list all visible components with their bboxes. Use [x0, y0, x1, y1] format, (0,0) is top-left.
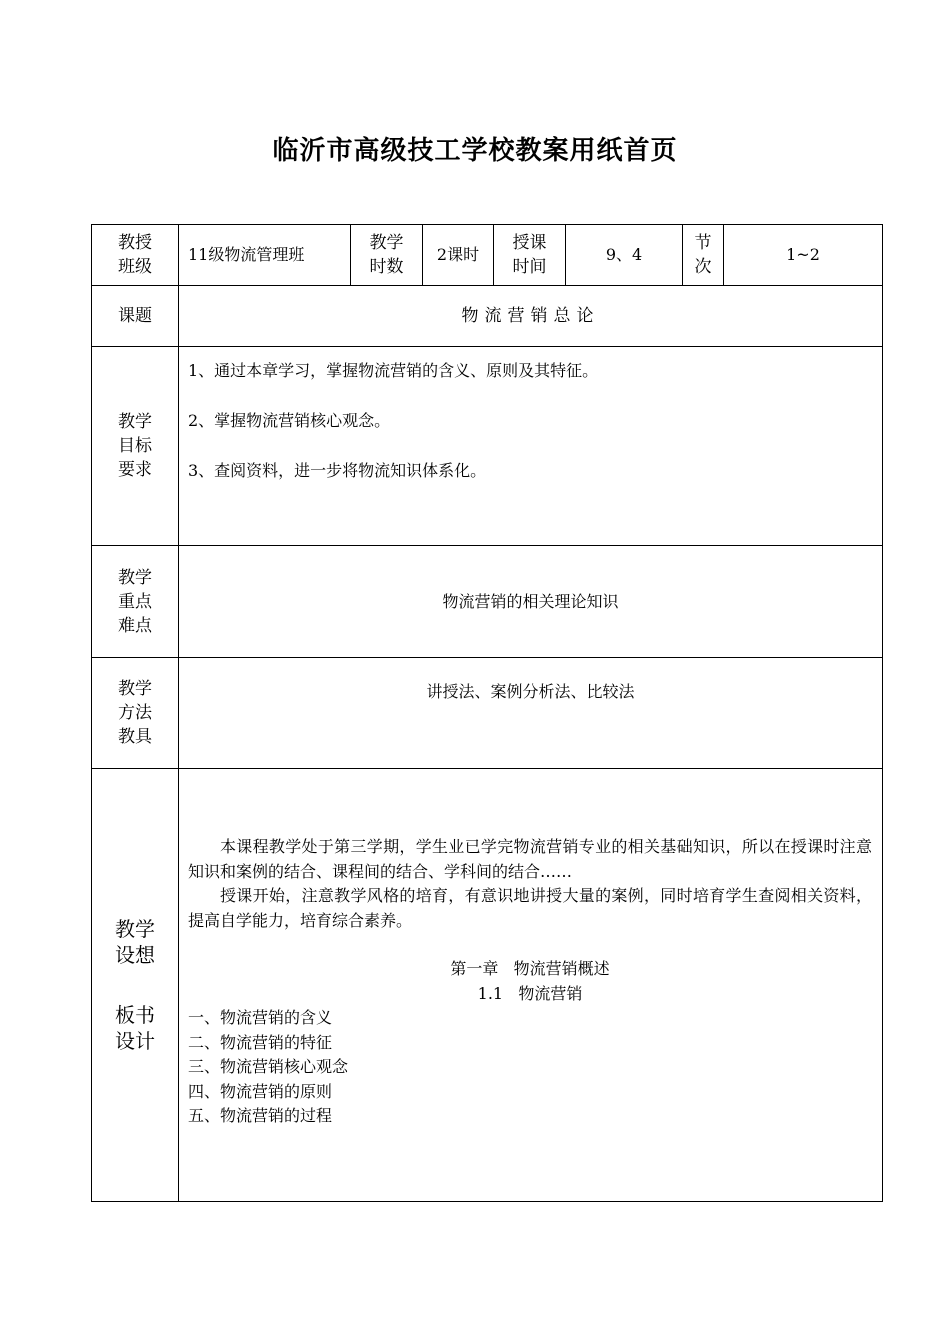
key-points-label-line-2: 重点: [118, 591, 152, 612]
class-label-cell: [92, 225, 179, 286]
design-label-line-3: 板书: [115, 1003, 155, 1027]
key-points-value: 物流营销的相关理论知识: [179, 546, 883, 658]
class-label-line-1: 教授: [118, 233, 152, 253]
hours-label-line-2: 时数: [369, 257, 404, 277]
methods-label-line-3: 教具: [118, 727, 152, 747]
objectives-content: [179, 347, 883, 546]
time-label-cell: [494, 225, 566, 286]
key-points-row: [92, 546, 883, 658]
chapter-heading: 第一章 物流营销概述: [450, 959, 610, 978]
period-value: 1~2: [724, 225, 883, 286]
design-label-line-2: 设想: [115, 943, 155, 967]
methods-value: 讲授法、案例分析法、比较法: [179, 658, 883, 769]
key-points-label-line-1: 教学: [118, 567, 152, 588]
lesson-plan-table: [91, 224, 883, 1202]
time-value: 9、4: [566, 225, 683, 286]
period-label-cell: [683, 225, 724, 286]
class-value: 11级物流管理班: [179, 225, 351, 286]
objectives-label-line-1: 教学: [118, 412, 152, 432]
hours-label-line-1: 教学: [369, 233, 404, 253]
outline-item: 一、物流营销的含义: [188, 1008, 333, 1027]
design-label-line-4: 设计: [115, 1029, 155, 1053]
design-paragraph: 本课程教学处于第三学期，学生业已学完物流营销专业的相关基础知识，所以在授课时注意知识和案例的结合、课程间的结合、学科间的结合……: [188, 837, 872, 881]
outline-item: 二、物流营销的特征: [188, 1032, 333, 1052]
objective-item: 1、通过本章学习，掌握物流营销的含义、原则及其特征。: [188, 361, 599, 380]
objectives-row: [92, 347, 883, 546]
design-label-cell: [92, 769, 179, 1202]
topic-value: 物流营销总论: [179, 286, 883, 347]
design-label-line-1: 教学: [115, 917, 155, 941]
hours-label-cell: [351, 225, 423, 286]
time-label-line-2: 时间: [512, 257, 547, 277]
topic-label: 课题: [92, 286, 179, 347]
methods-label-line-2: 方法: [118, 703, 152, 723]
class-label-line-2: 班级: [118, 257, 152, 277]
objectives-label-line-2: 目标: [118, 436, 152, 456]
section-heading: 1.1 物流营销: [477, 983, 583, 1003]
methods-label-line-1: 教学: [118, 679, 152, 699]
period-label-line-1: 节: [694, 233, 712, 253]
objective-item: 2、掌握物流营销核心观念。: [188, 411, 391, 430]
objective-item: 3、查阅资料，进一步将物流知识体系化。: [188, 461, 487, 480]
time-label-line-1: 授课: [512, 233, 547, 253]
hours-value: 2课时: [423, 225, 494, 286]
design-row: [92, 769, 883, 1202]
methods-label-cell: [92, 658, 179, 769]
objectives-label-cell: [92, 347, 179, 546]
topic-row: [92, 286, 883, 347]
key-points-label-line-3: 难点: [118, 615, 152, 636]
period-label-line-2: 次: [694, 257, 712, 277]
outline-item: 四、物流营销的原则: [188, 1081, 333, 1101]
design-content: [179, 769, 883, 1202]
page-title: 临沂市高级技工学校教案用纸首页: [272, 136, 678, 166]
design-paragraph: 授课开始，注意教学风格的培育，有意识地讲授大量的案例，同时培育学生查阅相关资料，提高自学能力，培育综合素养。: [188, 886, 872, 930]
key-points-label-cell: [92, 546, 179, 658]
objectives-label-line-3: 要求: [118, 460, 152, 480]
outline-item: 五、物流营销的过程: [188, 1106, 333, 1125]
methods-row: [92, 658, 883, 769]
outline-item: 三、物流营销核心观念: [188, 1057, 349, 1076]
header-row: [92, 225, 883, 286]
